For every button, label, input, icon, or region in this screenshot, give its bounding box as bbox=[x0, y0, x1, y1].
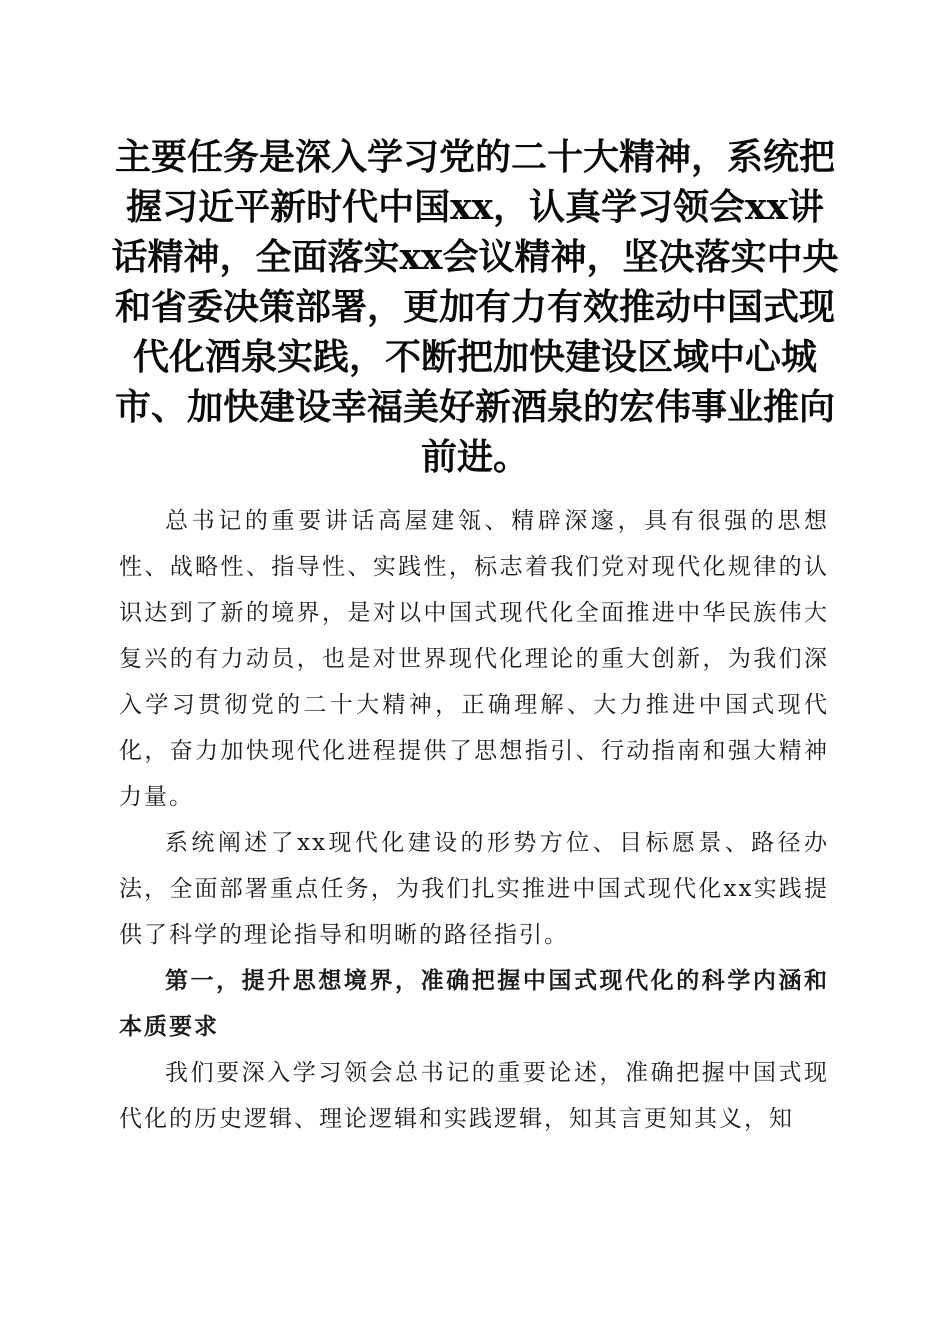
document-title: 主要任务是深入学习党的二十大精神，系统把握习近平新时代中国xx，认真学习领会xx讲话精神，全面落实xx会议精神，坚决落实中央和省委决策部署，更加有力有效推动中国式现代化酒泉实践，不断把加快建设区域中心城市、加快建设幸福美好新酒泉的宏伟事业推向前进。 bbox=[111, 136, 839, 478]
section-heading-1: 第一，提升思想境界，准确把握中国式现代化的科学内涵和本质要求 bbox=[119, 967, 829, 1040]
body-paragraph-1: 总书记的重要讲话高屋建瓴、精辟深邃，具有很强的思想性、战略性、指导性、实践性，标志着我们党对现代化规律的认识达到了新的境界，是对以中国式现代化全面推进中华民族伟大复兴的有力动员，也是对世界现代化理论的重大创新，为我们深入学习贯彻党的二十大精神，正确理解、大力推进中国式现代化，奋力加快现代化进程提供了思想指引、行动指南和强大精神力量。 bbox=[119, 508, 829, 810]
body-paragraph-2: 系统阐述了xx现代化建设的形势方位、目标愿景、路径办法，全面部署重点任务，为我们扎实推进中国式现代化xx实践提供了科学的理论指导和明晰的路径指引。 bbox=[119, 830, 829, 948]
document-body bbox=[119, 498, 829, 1142]
body-paragraph-3: 我们要深入学习领会总书记的重要论述，准确把握中国式现代化的历史逻辑、理论逻辑和实践逻辑，知其言更知其义，知 bbox=[119, 1060, 829, 1132]
